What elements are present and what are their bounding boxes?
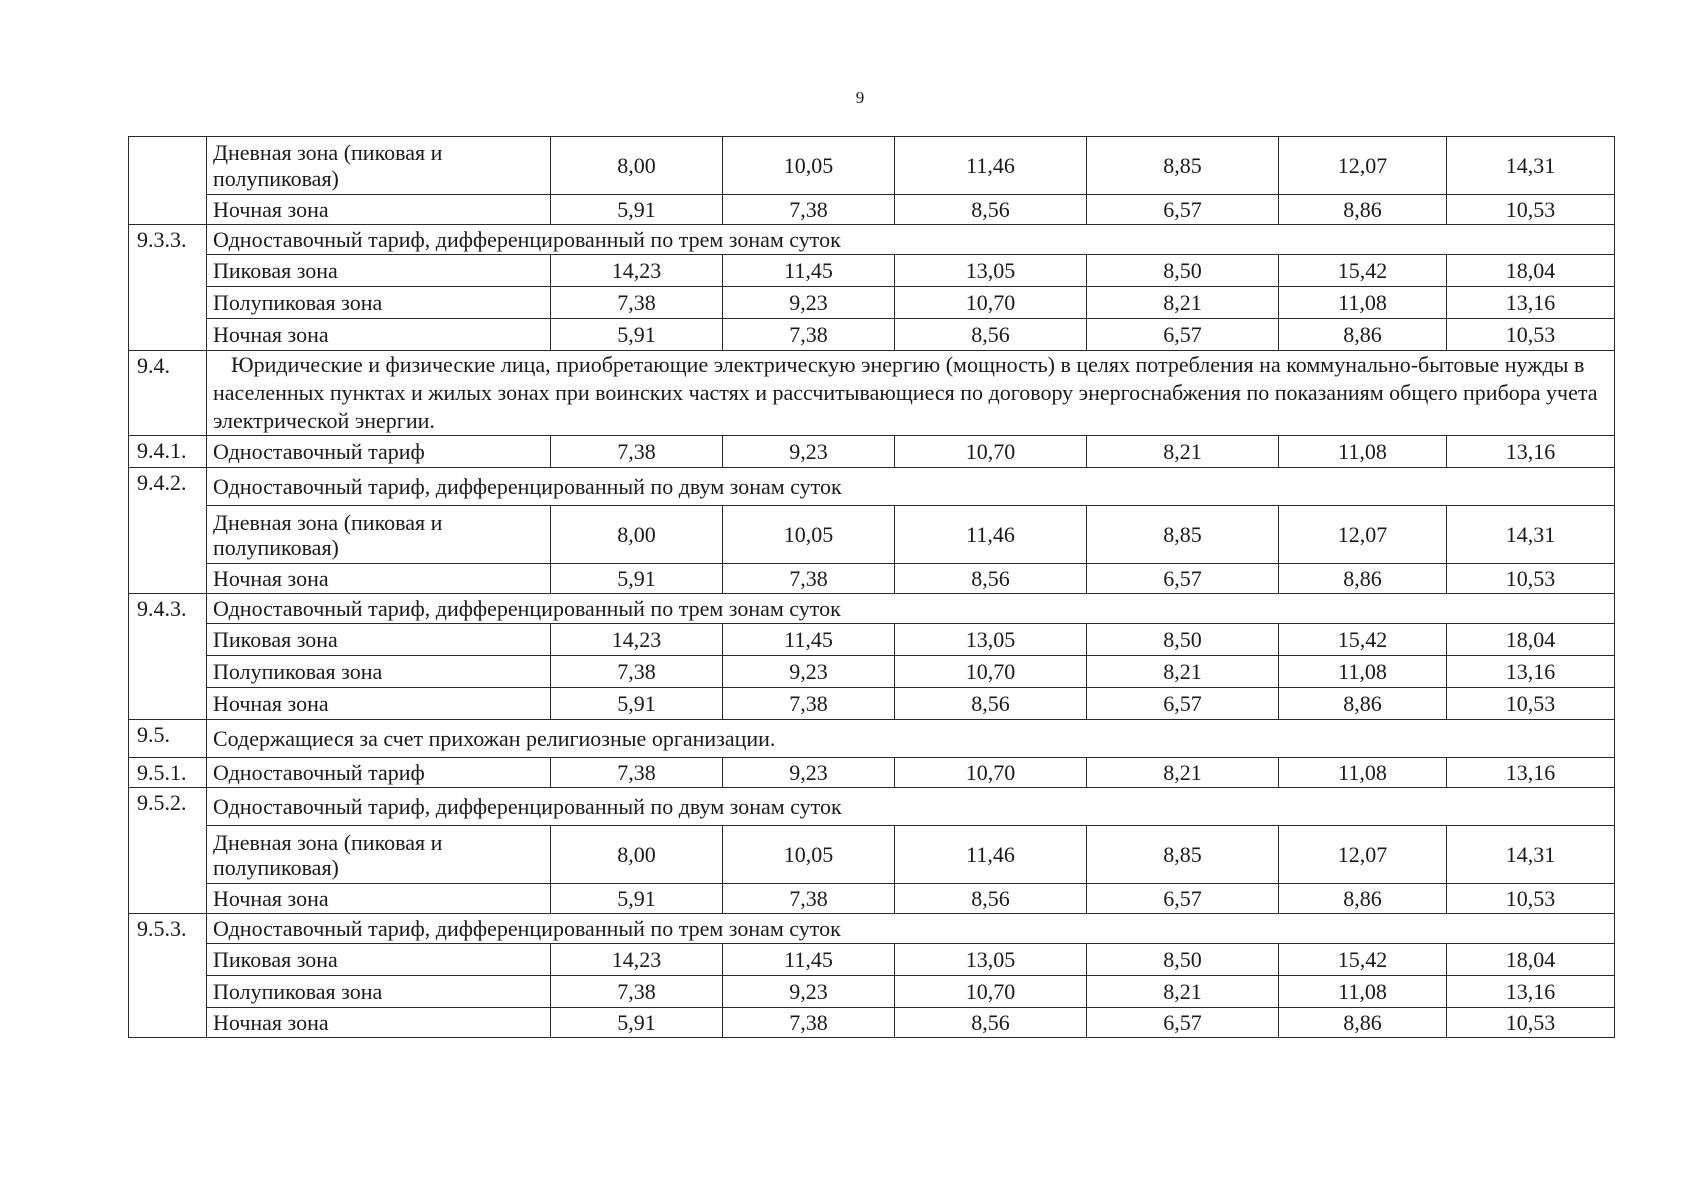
row-label: Пиковая зона — [207, 944, 551, 976]
tariff-value: 6,57 — [1087, 564, 1279, 594]
tariff-value: 13,05 — [895, 255, 1087, 287]
tariff-value: 7,38 — [723, 195, 895, 225]
row-label: Дневная зона (пиковая и полупиковая) — [207, 506, 551, 564]
tariff-value: 8,56 — [895, 564, 1087, 594]
tariff-value: 11,46 — [895, 506, 1087, 564]
tariff-value: 11,45 — [723, 255, 895, 287]
tariff-value: 8,86 — [1279, 884, 1447, 914]
tariff-value: 5,91 — [551, 564, 723, 594]
tariff-value: 10,53 — [1447, 688, 1615, 720]
tariff-value: 11,45 — [723, 944, 895, 976]
tariff-value: 10,70 — [895, 436, 1087, 468]
tariff-value: 7,38 — [723, 564, 895, 594]
tariff-value: 13,16 — [1447, 287, 1615, 319]
tariff-value: 15,42 — [1279, 624, 1447, 656]
table-row — [129, 826, 1615, 884]
tariff-value: 8,50 — [1087, 624, 1279, 656]
tariff-value: 5,91 — [551, 884, 723, 914]
tariff-type-heading: Одноставочный тариф, дифференцированный по трем зонам суток — [207, 225, 1615, 255]
row-label: Ночная зона — [207, 884, 551, 914]
tariff-value: 18,04 — [1447, 255, 1615, 287]
tariff-value: 7,38 — [551, 976, 723, 1008]
row-label: Ночная зона — [207, 1008, 551, 1038]
tariff-value: 8,21 — [1087, 976, 1279, 1008]
section-number: 9.5.3. — [129, 914, 207, 1038]
tariff-value: 7,38 — [551, 656, 723, 688]
tariff-value: 10,05 — [723, 137, 895, 195]
table-row — [129, 624, 1615, 656]
tariff-value: 9,23 — [723, 758, 895, 788]
row-label: Ночная зона — [207, 195, 551, 225]
section-number: 9.3.3. — [129, 225, 207, 351]
table-row — [129, 564, 1615, 594]
section-number: 9.5. — [129, 720, 207, 758]
tariff-value: 6,57 — [1087, 319, 1279, 351]
tariff-value: 8,86 — [1279, 195, 1447, 225]
tariff-value: 10,70 — [895, 287, 1087, 319]
tariff-value: 8,21 — [1087, 758, 1279, 788]
tariff-value: 14,31 — [1447, 826, 1615, 884]
tariff-value: 15,42 — [1279, 255, 1447, 287]
table-row — [129, 319, 1615, 351]
tariff-value: 8,85 — [1087, 137, 1279, 195]
row-label: Ночная зона — [207, 688, 551, 720]
section-number: 9.5.2. — [129, 788, 207, 914]
tariff-value: 11,46 — [895, 137, 1087, 195]
tariff-value: 8,86 — [1279, 1008, 1447, 1038]
tariff-value: 5,91 — [551, 195, 723, 225]
tariff-value: 7,38 — [723, 1008, 895, 1038]
tariff-value: 8,50 — [1087, 255, 1279, 287]
tariff-value: 9,23 — [723, 976, 895, 1008]
tariff-value: 10,53 — [1447, 195, 1615, 225]
tariff-value: 7,38 — [723, 688, 895, 720]
table-row — [129, 225, 1615, 255]
tariff-value: 14,31 — [1447, 137, 1615, 195]
tariff-value: 13,05 — [895, 944, 1087, 976]
tariff-value: 8,56 — [895, 195, 1087, 225]
table-row — [129, 656, 1615, 688]
table-row — [129, 468, 1615, 506]
table-row — [129, 944, 1615, 976]
tariff-value: 8,86 — [1279, 319, 1447, 351]
tariff-value: 7,38 — [723, 319, 895, 351]
tariff-value: 10,70 — [895, 656, 1087, 688]
tariff-value: 9,23 — [723, 287, 895, 319]
tariff-value: 12,07 — [1279, 826, 1447, 884]
tariff-value: 8,56 — [895, 884, 1087, 914]
tariff-value: 6,57 — [1087, 195, 1279, 225]
tariff-value: 14,23 — [551, 255, 723, 287]
row-label: Полупиковая зона — [207, 287, 551, 319]
row-label: Ночная зона — [207, 319, 551, 351]
tariff-value: 18,04 — [1447, 624, 1615, 656]
tariff-value: 7,38 — [551, 436, 723, 468]
row-label: Ночная зона — [207, 564, 551, 594]
tariff-value: 8,00 — [551, 506, 723, 564]
table-row — [129, 594, 1615, 624]
section-number: 9.5.1. — [129, 758, 207, 788]
tariff-value: 8,00 — [551, 826, 723, 884]
tariff-value: 10,70 — [895, 976, 1087, 1008]
section-number: 9.4.3. — [129, 594, 207, 720]
tariff-value: 6,57 — [1087, 1008, 1279, 1038]
tariff-value: 10,53 — [1447, 1008, 1615, 1038]
table-row — [129, 976, 1615, 1008]
row-label: Дневная зона (пиковая и полупиковая) — [207, 826, 551, 884]
tariff-value: 7,38 — [551, 758, 723, 788]
tariff-value: 11,08 — [1279, 287, 1447, 319]
tariff-value: 8,50 — [1087, 944, 1279, 976]
row-label: Пиковая зона — [207, 624, 551, 656]
tariff-value: 9,23 — [723, 436, 895, 468]
tariff-value: 9,23 — [723, 656, 895, 688]
tariff-type-heading: Одноставочный тариф, дифференцированный по трем зонам суток — [207, 914, 1615, 944]
tariff-value: 14,23 — [551, 624, 723, 656]
tariff-value: 8,85 — [1087, 826, 1279, 884]
table-row — [129, 788, 1615, 826]
tariff-value: 7,38 — [551, 287, 723, 319]
tariff-value: 11,45 — [723, 624, 895, 656]
tariff-value: 6,57 — [1087, 884, 1279, 914]
tariff-value: 10,05 — [723, 826, 895, 884]
tariff-value: 8,56 — [895, 319, 1087, 351]
tariff-table — [128, 136, 1615, 1038]
row-label: Полупиковая зона — [207, 976, 551, 1008]
tariff-value: 11,08 — [1279, 758, 1447, 788]
table-row — [129, 287, 1615, 319]
table-row — [129, 688, 1615, 720]
table-row — [129, 720, 1615, 758]
tariff-value: 7,38 — [723, 884, 895, 914]
tariff-value: 8,21 — [1087, 287, 1279, 319]
row-label: Одноставочный тариф — [207, 436, 551, 468]
tariff-value: 12,07 — [1279, 506, 1447, 564]
tariff-value: 5,91 — [551, 688, 723, 720]
tariff-value: 8,21 — [1087, 656, 1279, 688]
table-row — [129, 137, 1615, 195]
tariff-value: 13,16 — [1447, 758, 1615, 788]
tariff-value: 18,04 — [1447, 944, 1615, 976]
table-row — [129, 914, 1615, 944]
table-row — [129, 436, 1615, 468]
category-description: Содержащиеся за счет прихожан религиозные организации. — [207, 720, 1615, 758]
tariff-value: 5,91 — [551, 1008, 723, 1038]
tariff-value: 11,08 — [1279, 976, 1447, 1008]
section-number: 9.4.2. — [129, 468, 207, 594]
tariff-value: 10,53 — [1447, 564, 1615, 594]
table-row — [129, 195, 1615, 225]
tariff-value: 8,86 — [1279, 564, 1447, 594]
table-row — [129, 351, 1615, 436]
tariff-type-heading: Одноставочный тариф, дифференцированный по трем зонам суток — [207, 594, 1615, 624]
row-label: Полупиковая зона — [207, 656, 551, 688]
tariff-value: 8,00 — [551, 137, 723, 195]
tariff-value: 11,46 — [895, 826, 1087, 884]
tariff-value: 13,05 — [895, 624, 1087, 656]
row-label: Одноставочный тариф — [207, 758, 551, 788]
tariff-value: 8,21 — [1087, 436, 1279, 468]
tariff-value: 11,08 — [1279, 656, 1447, 688]
tariff-value: 5,91 — [551, 319, 723, 351]
tariff-value: 8,86 — [1279, 688, 1447, 720]
tariff-value: 10,53 — [1447, 319, 1615, 351]
tariff-value: 13,16 — [1447, 656, 1615, 688]
tariff-value: 13,16 — [1447, 436, 1615, 468]
section-number: 9.4.1. — [129, 436, 207, 468]
tariff-type-heading: Одноставочный тариф, дифференцированный по двум зонам суток — [207, 788, 1615, 826]
section-number — [129, 137, 207, 225]
tariff-value: 8,85 — [1087, 506, 1279, 564]
table-row — [129, 884, 1615, 914]
tariff-value: 13,16 — [1447, 976, 1615, 1008]
section-number: 9.4. — [129, 351, 207, 436]
tariff-type-heading: Одноставочный тариф, дифференцированный по двум зонам суток — [207, 468, 1615, 506]
table-row — [129, 1008, 1615, 1038]
tariff-value: 14,31 — [1447, 506, 1615, 564]
row-label: Дневная зона (пиковая и полупиковая) — [207, 137, 551, 195]
tariff-value: 10,53 — [1447, 884, 1615, 914]
tariff-value: 12,07 — [1279, 137, 1447, 195]
table-row — [129, 255, 1615, 287]
table-row — [129, 758, 1615, 788]
tariff-value: 8,56 — [895, 1008, 1087, 1038]
row-label: Пиковая зона — [207, 255, 551, 287]
tariff-value: 15,42 — [1279, 944, 1447, 976]
tariff-value: 10,05 — [723, 506, 895, 564]
table-row — [129, 506, 1615, 564]
tariff-value: 10,70 — [895, 758, 1087, 788]
category-description: Юридические и физические лица, приобретающие электрическую энергию (мощность) в целях потребления на коммунально-бытовые нужды в населенных пунктах и жилых зонах при воинских частях и рассчитывающиеся по договору энергоснабжения по показаниям общего прибора учета электрической энергии. — [207, 351, 1615, 436]
tariff-value: 6,57 — [1087, 688, 1279, 720]
tariff-value: 14,23 — [551, 944, 723, 976]
page-number: 9 — [855, 88, 865, 107]
tariff-value: 11,08 — [1279, 436, 1447, 468]
tariff-value: 8,56 — [895, 688, 1087, 720]
